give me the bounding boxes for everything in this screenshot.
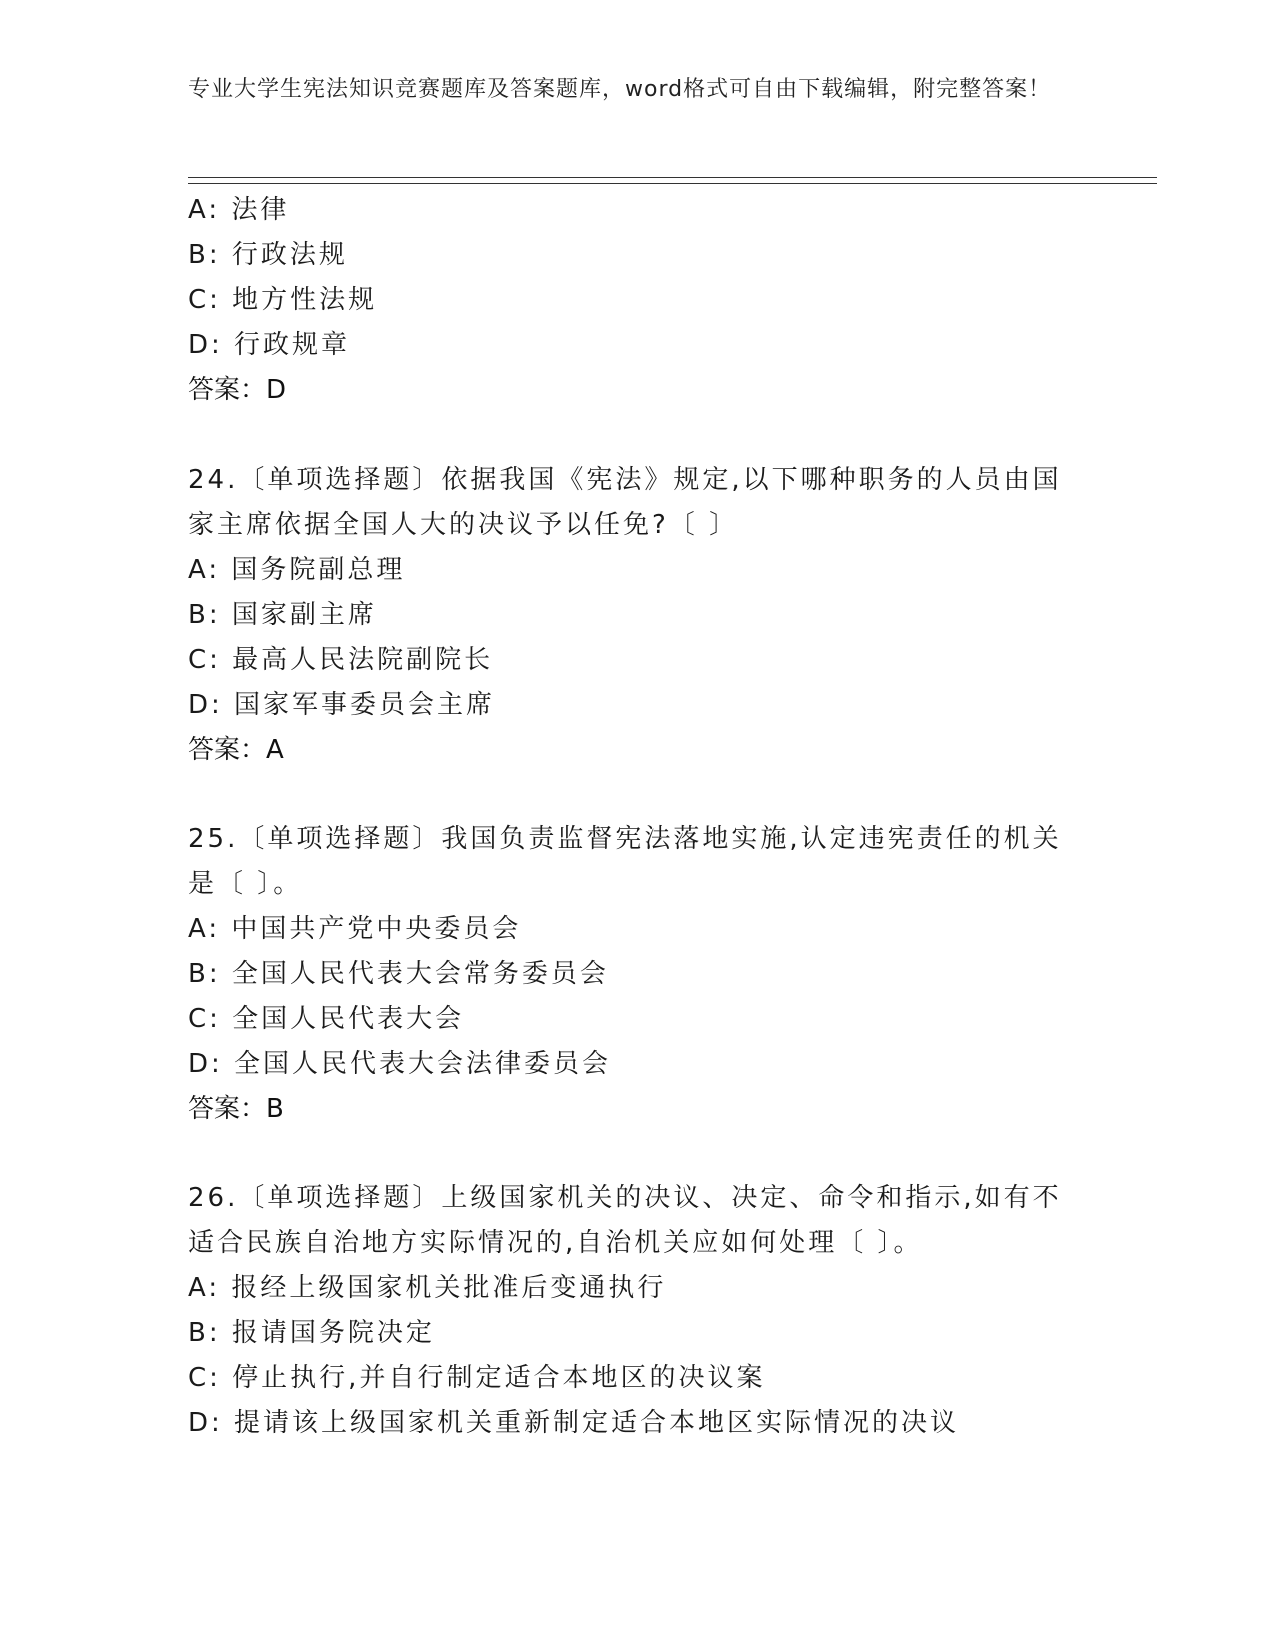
- q23-option-c: C: 地方性法规: [188, 285, 378, 315]
- document-header: 专业大学生宪法知识竞赛题库及答案题库，word格式可自由下载编辑，附完整答案！: [188, 77, 1052, 102]
- q26-option-b: B: 报请国务院决定: [188, 1318, 435, 1348]
- q24-option-d: D: 国家军事委员会主席: [188, 690, 496, 720]
- q26-option-a: A: 报经上级国家机关批准后变通执行: [188, 1273, 667, 1303]
- q23-option-a: A: 法律: [188, 195, 290, 225]
- header-rule-top: [188, 177, 1157, 178]
- q26-stem-line-1: 26.〔单项选择题〕上级国家机关的决议、决定、命令和指示,如有不: [188, 1183, 1062, 1213]
- q25-option-b: B: 全国人民代表大会常务委员会: [188, 959, 609, 989]
- q24-option-a: A: 国务院副总理: [188, 555, 406, 585]
- q25-stem-line-2: 是〔 〕。: [188, 869, 303, 899]
- q24-stem-line-2: 家主席依据全国人大的决议予以任免?〔 〕: [188, 510, 739, 540]
- q25-answer: 答案：B: [188, 1094, 284, 1124]
- q26-stem-line-2: 适合民族自治地方实际情况的,自治机关应如何处理〔 〕。: [188, 1228, 923, 1258]
- q23-answer: 答案：D: [188, 375, 287, 405]
- q25-option-c: C: 全国人民代表大会: [188, 1004, 465, 1034]
- q24-answer: 答案：A: [188, 735, 284, 765]
- header-rule-bottom: [188, 183, 1157, 184]
- q25-option-d: D: 全国人民代表大会法律委员会: [188, 1049, 612, 1079]
- q25-option-a: A: 中国共产党中央委员会: [188, 914, 522, 944]
- q26-option-c: C: 停止执行,并自行制定适合本地区的决议案: [188, 1363, 766, 1393]
- q24-option-b: B: 国家副主席: [188, 600, 377, 630]
- q23-option-d: D: 行政规章: [188, 330, 351, 360]
- q26-option-d: D: 提请该上级国家机关重新制定适合本地区实际情况的决议: [188, 1408, 960, 1438]
- q24-option-c: C: 最高人民法院副院长: [188, 645, 494, 675]
- q25-stem-line-1: 25.〔单项选择题〕我国负责监督宪法落地实施,认定违宪责任的机关: [188, 824, 1062, 854]
- q23-option-b: B: 行政法规: [188, 240, 348, 270]
- q24-stem-line-1: 24.〔单项选择题〕依据我国《宪法》规定,以下哪种职务的人员由国: [188, 465, 1062, 495]
